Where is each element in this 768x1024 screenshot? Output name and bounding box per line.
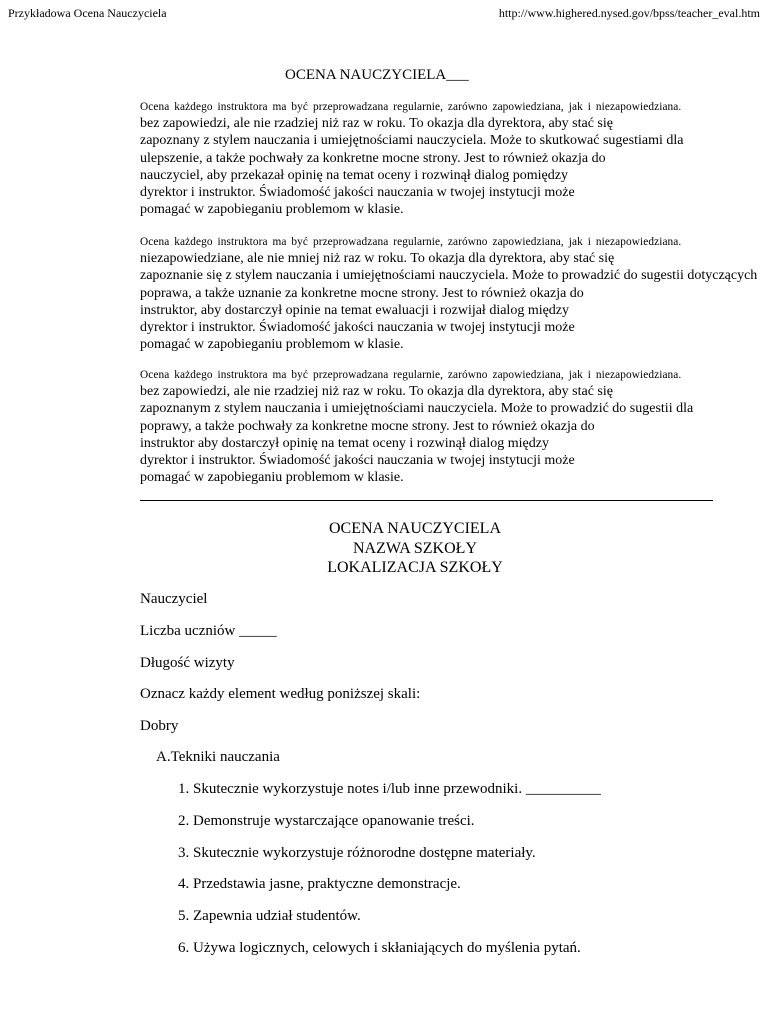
paragraph-line: pomagać w zapobieganiu problemom w klasie. (140, 470, 404, 486)
paragraph-line: niezapowiedziane, ale nie mniej niż raz w roku. To okazja dla dyrektora, aby stać się (140, 251, 615, 266)
checklist-item: 1. Skutecznie wykorzystuje notes i/lub inne przewodniki. __________ (178, 781, 601, 797)
paragraph-line: ulepszenie, a także pochwały za konkretne mocne strony. Jest to również okazja do (140, 150, 606, 166)
paragraph-line: pomagać w zapobieganiu problemom w klasie. (140, 202, 404, 218)
paragraph-line: bez zapowiedzi, ale nie rzadziej niż raz w roku. To okazja dla dyrektora, aby stać się (140, 116, 613, 131)
school-location: LOKALIZACJA SZKOŁY (327, 559, 503, 576)
document-title: OCENA NAUCZYCIELA___ (285, 67, 469, 83)
paragraph-line: zapoznany z stylem nauczania i umiejętnościami nauczyciela. Może to skutkować sugestiami dla (140, 133, 684, 149)
section-a-heading: A.Tekniki nauczania (156, 749, 280, 765)
scale-instruction: Oznacz każdy element według poniższej skali: (140, 686, 421, 702)
paragraph-line: dyrektor i instruktor. Świadomość jakości nauczania w twojej instytucji może (140, 185, 575, 201)
paragraph-line: poprawa, a także uznanie za konkretne mocne strony. Jest to również okazja do (140, 285, 584, 301)
paragraph-line: poprawy, a także pochwały za konkretne mocne strony. Jest to również okazja do (140, 418, 595, 434)
scale-label: Dobry (140, 718, 179, 734)
paragraph-1 (140, 100, 740, 219)
checklist-item: 5. Zapewnia udział studentów. (178, 908, 361, 924)
paragraph-line: zapoznanie się z stylem nauczania i umiejętnościami nauczyciela. Może to prowadzić do sugestii dotyczących (140, 268, 758, 284)
form-title: OCENA NAUCZYCIELA (329, 520, 501, 537)
paragraph-lead-line: Ocena każdego instruktora ma być przeprowadzana regularnie, zarówno zapowiedziana, jak i niezapowiedziana. (140, 101, 682, 113)
checklist-item: 2. Demonstruje wystarczające opanowanie treści. (178, 813, 475, 829)
horizontal-divider (140, 500, 713, 501)
paragraph-line: instruktor, aby dostarczył opinie na temat ewaluacji i rozwijał dialog między (140, 302, 570, 318)
checklist-item: 6. Używa logicznych, celowych i skłaniających do myślenia pytań. (178, 940, 581, 956)
paragraph-2 (140, 235, 758, 354)
paragraph-line: dyrektor i instruktor. Świadomość jakości nauczania w twojej instytucji może (140, 453, 575, 469)
page-header-title: Przykładowa Ocena Nauczyciela (8, 6, 167, 20)
school-name: NAZWA SZKOŁY (353, 539, 477, 557)
checklist-item: 3. Skutecznie wykorzystuje różnorodne dostępne materiały. (178, 845, 536, 861)
paragraph-line: nauczyciel, aby przekazał opinię na temat oceny i rozwinął dialog pomiędzy (140, 167, 568, 183)
paragraph-line: instruktor aby dostarczył opinię na temat oceny i rozwinął dialog między (140, 435, 549, 451)
paragraph-lead-line: Ocena każdego instruktora ma być przeprowadzana regularnie, zarówno zapowiedziana, jak i niezapowiedziana. (140, 236, 682, 248)
paragraph-3 (140, 368, 740, 487)
teacher-field-label: Nauczyciel (140, 591, 208, 607)
paragraph-line: bez zapowiedzi, ale nie rzadziej niż raz w roku. To okazja dla dyrektora, aby stać się (140, 384, 613, 399)
visit-length-field: Długość wizyty (140, 655, 235, 671)
form-title-block (0, 519, 768, 578)
checklist-item: 4. Przedstawia jasne, praktyczne demonstracje. (178, 876, 461, 892)
student-count-field: Liczba uczniów _____ (140, 623, 277, 639)
paragraph-line: pomagać w zapobieganiu problemom w klasie. (140, 337, 404, 353)
paragraph-line: zapoznanym z stylem nauczania i umiejętnościami nauczyciela. Może to prowadzić do sugestii dla (140, 401, 694, 417)
paragraph-lead-line: Ocena każdego instruktora ma być przeprowadzana regularnie, zarówno zapowiedziana, jak i niezapowiedziana. (140, 369, 682, 381)
paragraph-line: dyrektor i instruktor. Świadomość jakości nauczania w twojej instytucji może (140, 320, 575, 336)
page-header-url: http://www.highered.nysed.gov/bpss/teacher_eval.htm (498, 6, 760, 20)
